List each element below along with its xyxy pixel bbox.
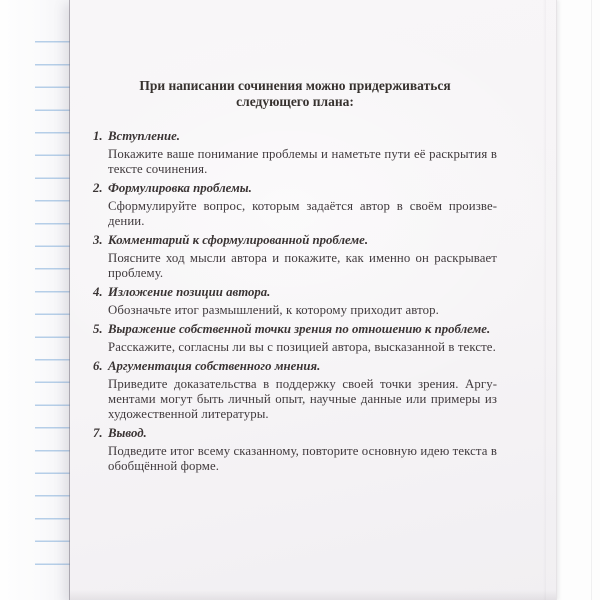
white-sheet: [70, 0, 557, 600]
item-title: Выражение собственной точки зрения по отношению к проблеме.: [108, 322, 491, 336]
plan-item-4: [93, 285, 497, 318]
item-body: Расскажите, согласны ли вы с позицией автора, высказанной в тексте.: [108, 340, 496, 354]
item-title: Вывод.: [108, 426, 147, 440]
page-title: [93, 78, 497, 110]
lined-notebook-page: [0, 0, 70, 600]
ruled-lines: [35, 20, 70, 565]
item-heading: [93, 426, 497, 441]
plan-item-6: [93, 359, 497, 422]
plan-item-5: [93, 322, 497, 355]
item-number: 4.: [93, 285, 103, 299]
item-body: Приведите доказательства в поддержку своей точки зрения. Аргументами могут быть личный опыт, научные данные или примеры из художественной литературы.: [108, 377, 497, 421]
item-heading: [93, 233, 497, 248]
item-title: Аргументация собственного мнения.: [108, 359, 321, 373]
item-body: Покажите ваше понимание проблемы и наметьте пути её раскрытия в тексте сочинения.: [108, 147, 497, 176]
item-number: 5.: [93, 322, 103, 336]
item-body: Обозначьте итог размышлений, к которому приходит автор.: [108, 303, 439, 317]
item-number: 7.: [93, 426, 103, 440]
item-title: Вступление.: [108, 129, 180, 143]
plan-item-1: [93, 129, 497, 177]
item-heading: [93, 181, 497, 196]
item-heading: [93, 322, 497, 337]
page-title-line-2: следующего плана:: [236, 94, 354, 109]
item-number: 1.: [93, 129, 103, 143]
item-number: 6.: [93, 359, 103, 373]
plan-item-2: [93, 181, 497, 229]
plan-item-7: [93, 426, 497, 474]
item-title: Комментарий к сформулированной проблеме.: [108, 233, 369, 247]
item-number: 3.: [93, 233, 103, 247]
item-body: Подведите итог всему сказанному, повторите основную идею текста в обобщённой форме.: [108, 444, 497, 473]
item-body: Поясните ход мысли автора и покажите, как именно он раскрывает проблему.: [108, 251, 497, 280]
page-title-line-1: При написании сочинения можно придерживаться: [139, 78, 451, 93]
item-number: 2.: [93, 181, 103, 195]
item-heading: [93, 285, 497, 300]
item-title: Формулировка проблемы.: [108, 181, 252, 195]
item-heading: [93, 359, 497, 374]
plan-item-3: [93, 233, 497, 281]
item-body: Сформулируйте вопрос, которым задаётся автор в своём произведении.: [108, 199, 497, 228]
underlying-page-edge: [591, 0, 592, 600]
item-title: Изложение позиции автора.: [108, 285, 271, 299]
item-heading: [93, 129, 497, 144]
page-content: [93, 78, 497, 478]
